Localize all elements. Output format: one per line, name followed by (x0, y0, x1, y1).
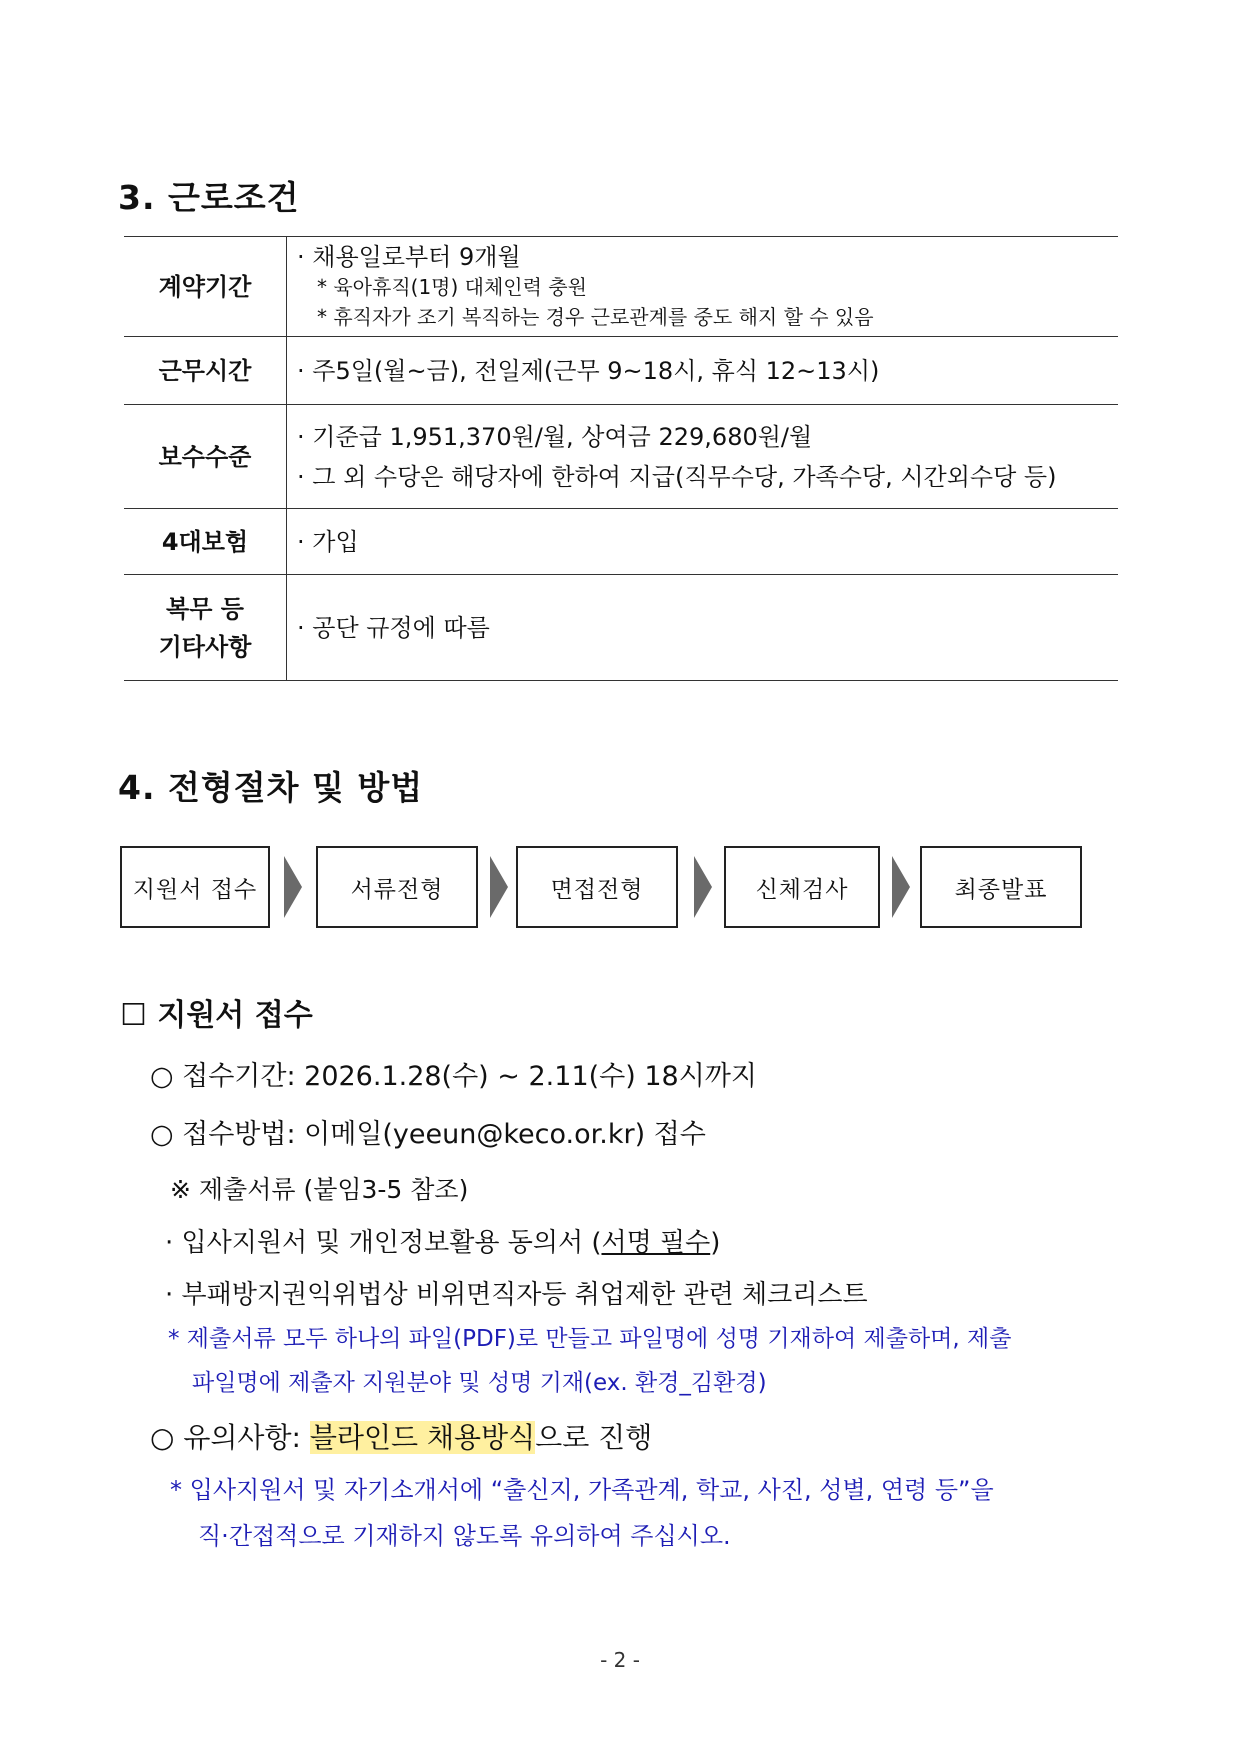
row-value: · 그 외 수당은 해당자에 한하여 지급(직무수당, 가족수당, 시간외수당 등) (297, 457, 1117, 497)
table-row (124, 405, 1118, 509)
arrow-right-icon (284, 856, 302, 918)
caution-note: 직·간접적으로 기재하지 않도록 유의하여 주십시오. (198, 1522, 731, 1550)
arrow-right-icon (694, 856, 712, 918)
doc-note: * 제출서류 모두 하나의 파일(PDF)로 만들고 파일명에 성명 기재하여 제출하며, 제출 (168, 1326, 1012, 1352)
step-interview: 면접전형 (516, 846, 678, 928)
page-number: - 2 - (600, 1648, 640, 1672)
doc-note: 파일명에 제출자 지원분야 및 성명 기재(ex. 환경_김환경) (192, 1370, 767, 1396)
caution-note: * 입사지원서 및 자기소개서에 “출신지, 가족관계, 학교, 사진, 성별, 연령 등”을 (170, 1476, 994, 1504)
doc-item: · 입사지원서 및 개인정보활용 동의서 (서명 필수) (165, 1228, 721, 1258)
step-application: 지원서 접수 (120, 846, 270, 928)
section3-title: 3. 근로조건 (118, 178, 300, 217)
row-value: · 기준급 1,951,370원/월, 상여금 229,680원/월 (297, 417, 1117, 457)
docs-heading: ※ 제출서류 (붙임3-5 참조) (170, 1175, 469, 1204)
step-physical-exam: 신체검사 (724, 846, 880, 928)
work-conditions-table (124, 236, 1118, 681)
row-label: 근무시간 (124, 337, 287, 405)
row-label: 보수수준 (124, 405, 287, 509)
row-value: · 공단 규정에 따름 (297, 613, 1117, 643)
arrow-right-icon (892, 856, 910, 918)
row-note: * 육아휴직(1명) 대체인력 충원 (317, 274, 587, 299)
row-value: · 채용일로부터 9개월 (297, 242, 1117, 272)
row-label: 기타사항 (158, 632, 252, 661)
row-label: 4대보험 (124, 509, 287, 575)
arrow-right-icon (490, 856, 508, 918)
signature-required: 서명 필수 (601, 1228, 711, 1258)
table-row (124, 337, 1118, 405)
caution: ○ 유의사항: 블라인드 채용방식으로 진행 (150, 1421, 653, 1454)
table-row (124, 575, 1118, 681)
apply-period: ○ 접수기간: 2026.1.28(수) ~ 2.11(수) 18시까지 (150, 1061, 757, 1092)
step-document-screening: 서류전형 (316, 846, 478, 928)
apply-method: ○ 접수방법: 이메일(yeeun@keco.or.kr) 접수 (150, 1119, 706, 1150)
step-final-announcement: 최종발표 (920, 846, 1082, 928)
row-value: · 주5일(월~금), 전일제(근무 9~18시, 휴식 12~13시) (297, 356, 1117, 386)
row-label: 복무 등 (166, 594, 244, 623)
table-row (124, 237, 1118, 337)
section4-title: 4. 전형절차 및 방법 (118, 768, 424, 807)
blind-hiring-highlight: 블라인드 채용방식 (309, 1421, 536, 1454)
row-note: * 휴직자가 조기 복직하는 경우 근로관계를 중도 해지 할 수 있음 (317, 304, 874, 329)
row-label: 계약기간 (124, 237, 287, 337)
table-row (124, 509, 1118, 575)
row-value: · 가입 (297, 527, 1117, 557)
doc-item: · 부패방지권익위법상 비위면직자등 취업제한 관련 체크리스트 (165, 1280, 868, 1310)
apply-heading: ☐ 지원서 접수 (120, 998, 313, 1033)
